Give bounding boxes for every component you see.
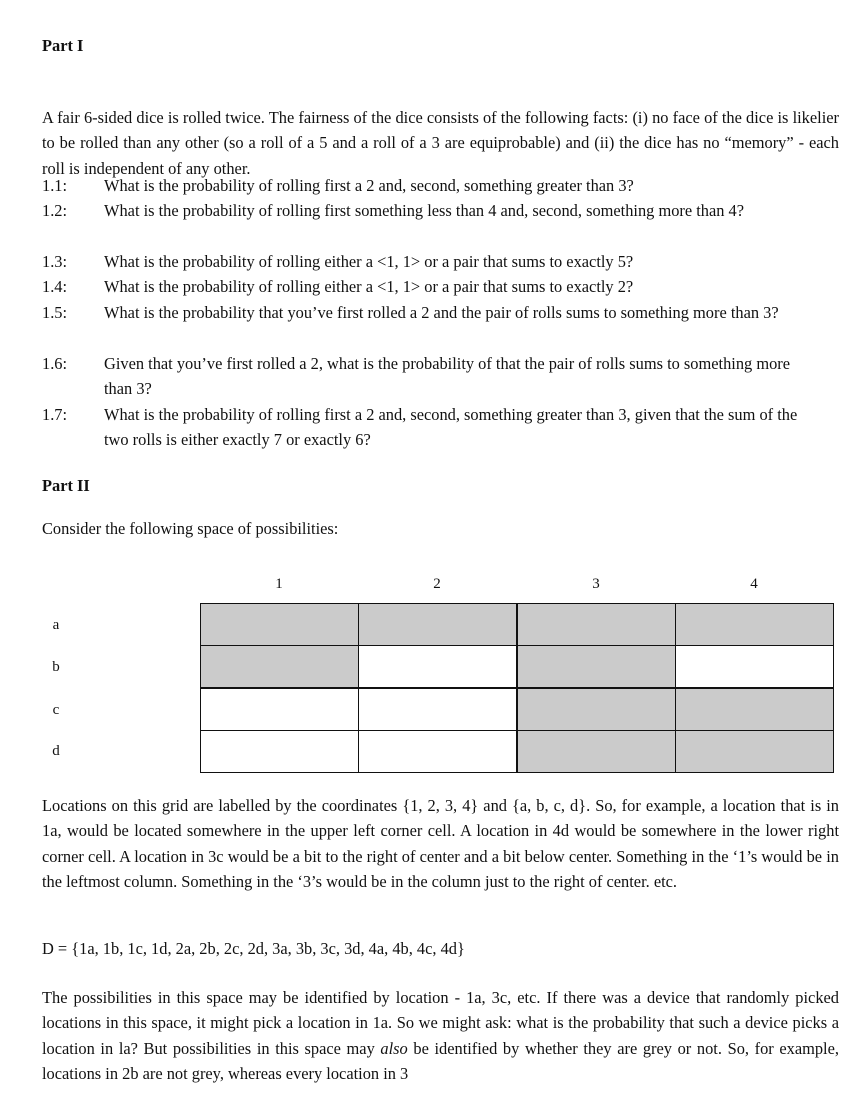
question-item (42, 198, 839, 223)
question-text: What is the probability of rolling either a <1, 1> or a pair that sums to exactly 5? (104, 252, 634, 271)
question-item (42, 173, 839, 198)
grid-cell-1a (201, 604, 358, 645)
question-text: What is the probability of rolling first something less than 4 and, second, something more than 4? (104, 201, 745, 220)
part-1-heading: Part I (42, 36, 84, 55)
grid-cell-3c (518, 689, 675, 730)
grid-cell-2b (359, 646, 516, 687)
question-number: 1.5: (42, 303, 68, 322)
question-item (42, 274, 839, 299)
row-label: d (52, 743, 60, 759)
closing-paragraph (42, 985, 839, 1087)
question-number: 1.3: (42, 252, 68, 271)
grid-cell-4b (676, 646, 833, 687)
column-label: 1 (275, 576, 283, 592)
closing-text: The possibilities in this space may be identified by location - 1a, 3c, etc. If there was a device that randomly picked locations in this space, it might pick a location in 1a. So we might ask: what is the probability that such a device picks a location in la? But possibilities in this space may (42, 988, 839, 1058)
question-text: What is the probability of rolling first a 2 and, second, something greater than 3? (104, 176, 634, 195)
possibility-grid (200, 603, 834, 773)
part-2-heading: Part II (42, 476, 90, 495)
grid-cell-3d (518, 731, 675, 772)
grid-cell-3b (518, 646, 675, 687)
row-label: c (52, 702, 60, 718)
question-number: 1.4: (42, 277, 68, 296)
question-text: What is the probability of rolling first a 2 and, second, something greater than 3, given that the sum of the two rolls is either exactly 7 or exactly 6? (104, 405, 798, 450)
question-number: 1.2: (42, 201, 68, 220)
closing-text-continued: be identified by whether they are grey or not. So, for example, locations in 2b are not grey, whereas every location in 3 (42, 1038, 839, 1084)
grid-cell-1c (201, 689, 358, 730)
row-label: b (52, 659, 60, 675)
grid-explanation: Locations on this grid are labelled by the coordinates {1, 2, 3, 4} and {a, b, c, d}. So, for example, a location that is in 1a, would be located somewhere in the upper left corner cell. A location in 4d would be somewhere in the lower right corner cell. A location in 3c would be a bit to the right of center and a bit below center. Something in the ‘1’s would be in the leftmost column. Something in the ‘3’s would be in the column just to the right of center. etc. (42, 796, 839, 892)
question-item (42, 351, 839, 402)
closing-emphasis: also (380, 1038, 408, 1058)
question-item (42, 300, 839, 325)
question-item (42, 249, 839, 274)
question-number: 1.7: (42, 405, 68, 424)
grid-cell-4d (676, 731, 833, 772)
question-text: What is the probability that you’ve first rolled a 2 and the pair of rolls sums to something more than 3? (104, 303, 779, 322)
grid-cell-1d (201, 731, 358, 772)
grid-cell-1b (201, 646, 358, 687)
question-text: Given that you’ve first rolled a 2, what is the probability of that the pair of rolls sums to something more than 3? (104, 354, 790, 399)
grid-cell-2d (359, 731, 516, 772)
column-label: 4 (750, 576, 758, 592)
grid-cell-4c (676, 689, 833, 730)
row-label: a (52, 617, 60, 633)
question-number: 1.6: (42, 354, 68, 373)
column-label: 2 (433, 576, 441, 592)
grid-cell-2a (359, 604, 516, 645)
question-item (42, 402, 839, 453)
grid-cell-3a (518, 604, 675, 645)
set-definition: D = {1a, 1b, 1c, 1d, 2a, 2b, 2c, 2d, 3a, 3b, 3c, 3d, 4a, 4b, 4c, 4d} (42, 939, 465, 958)
part-1-intro: A fair 6-sided dice is rolled twice. The fairness of the dice consists of the following facts: (i) no face of the dice is likelier to be rolled than any other (so a roll of a 5 and a roll of a 3 are equiprobable) and (ii) the dice has no “memory” - each roll is independent of any other. (42, 108, 839, 178)
grid-cell-4a (676, 604, 833, 645)
question-text: What is the probability of rolling either a <1, 1> or a pair that sums to exactly 2? (104, 277, 634, 296)
part-2-intro: Consider the following space of possibilities: (42, 519, 339, 538)
question-number: 1.1: (42, 176, 68, 195)
column-label: 3 (592, 576, 600, 592)
grid-cell-2c (359, 689, 516, 730)
